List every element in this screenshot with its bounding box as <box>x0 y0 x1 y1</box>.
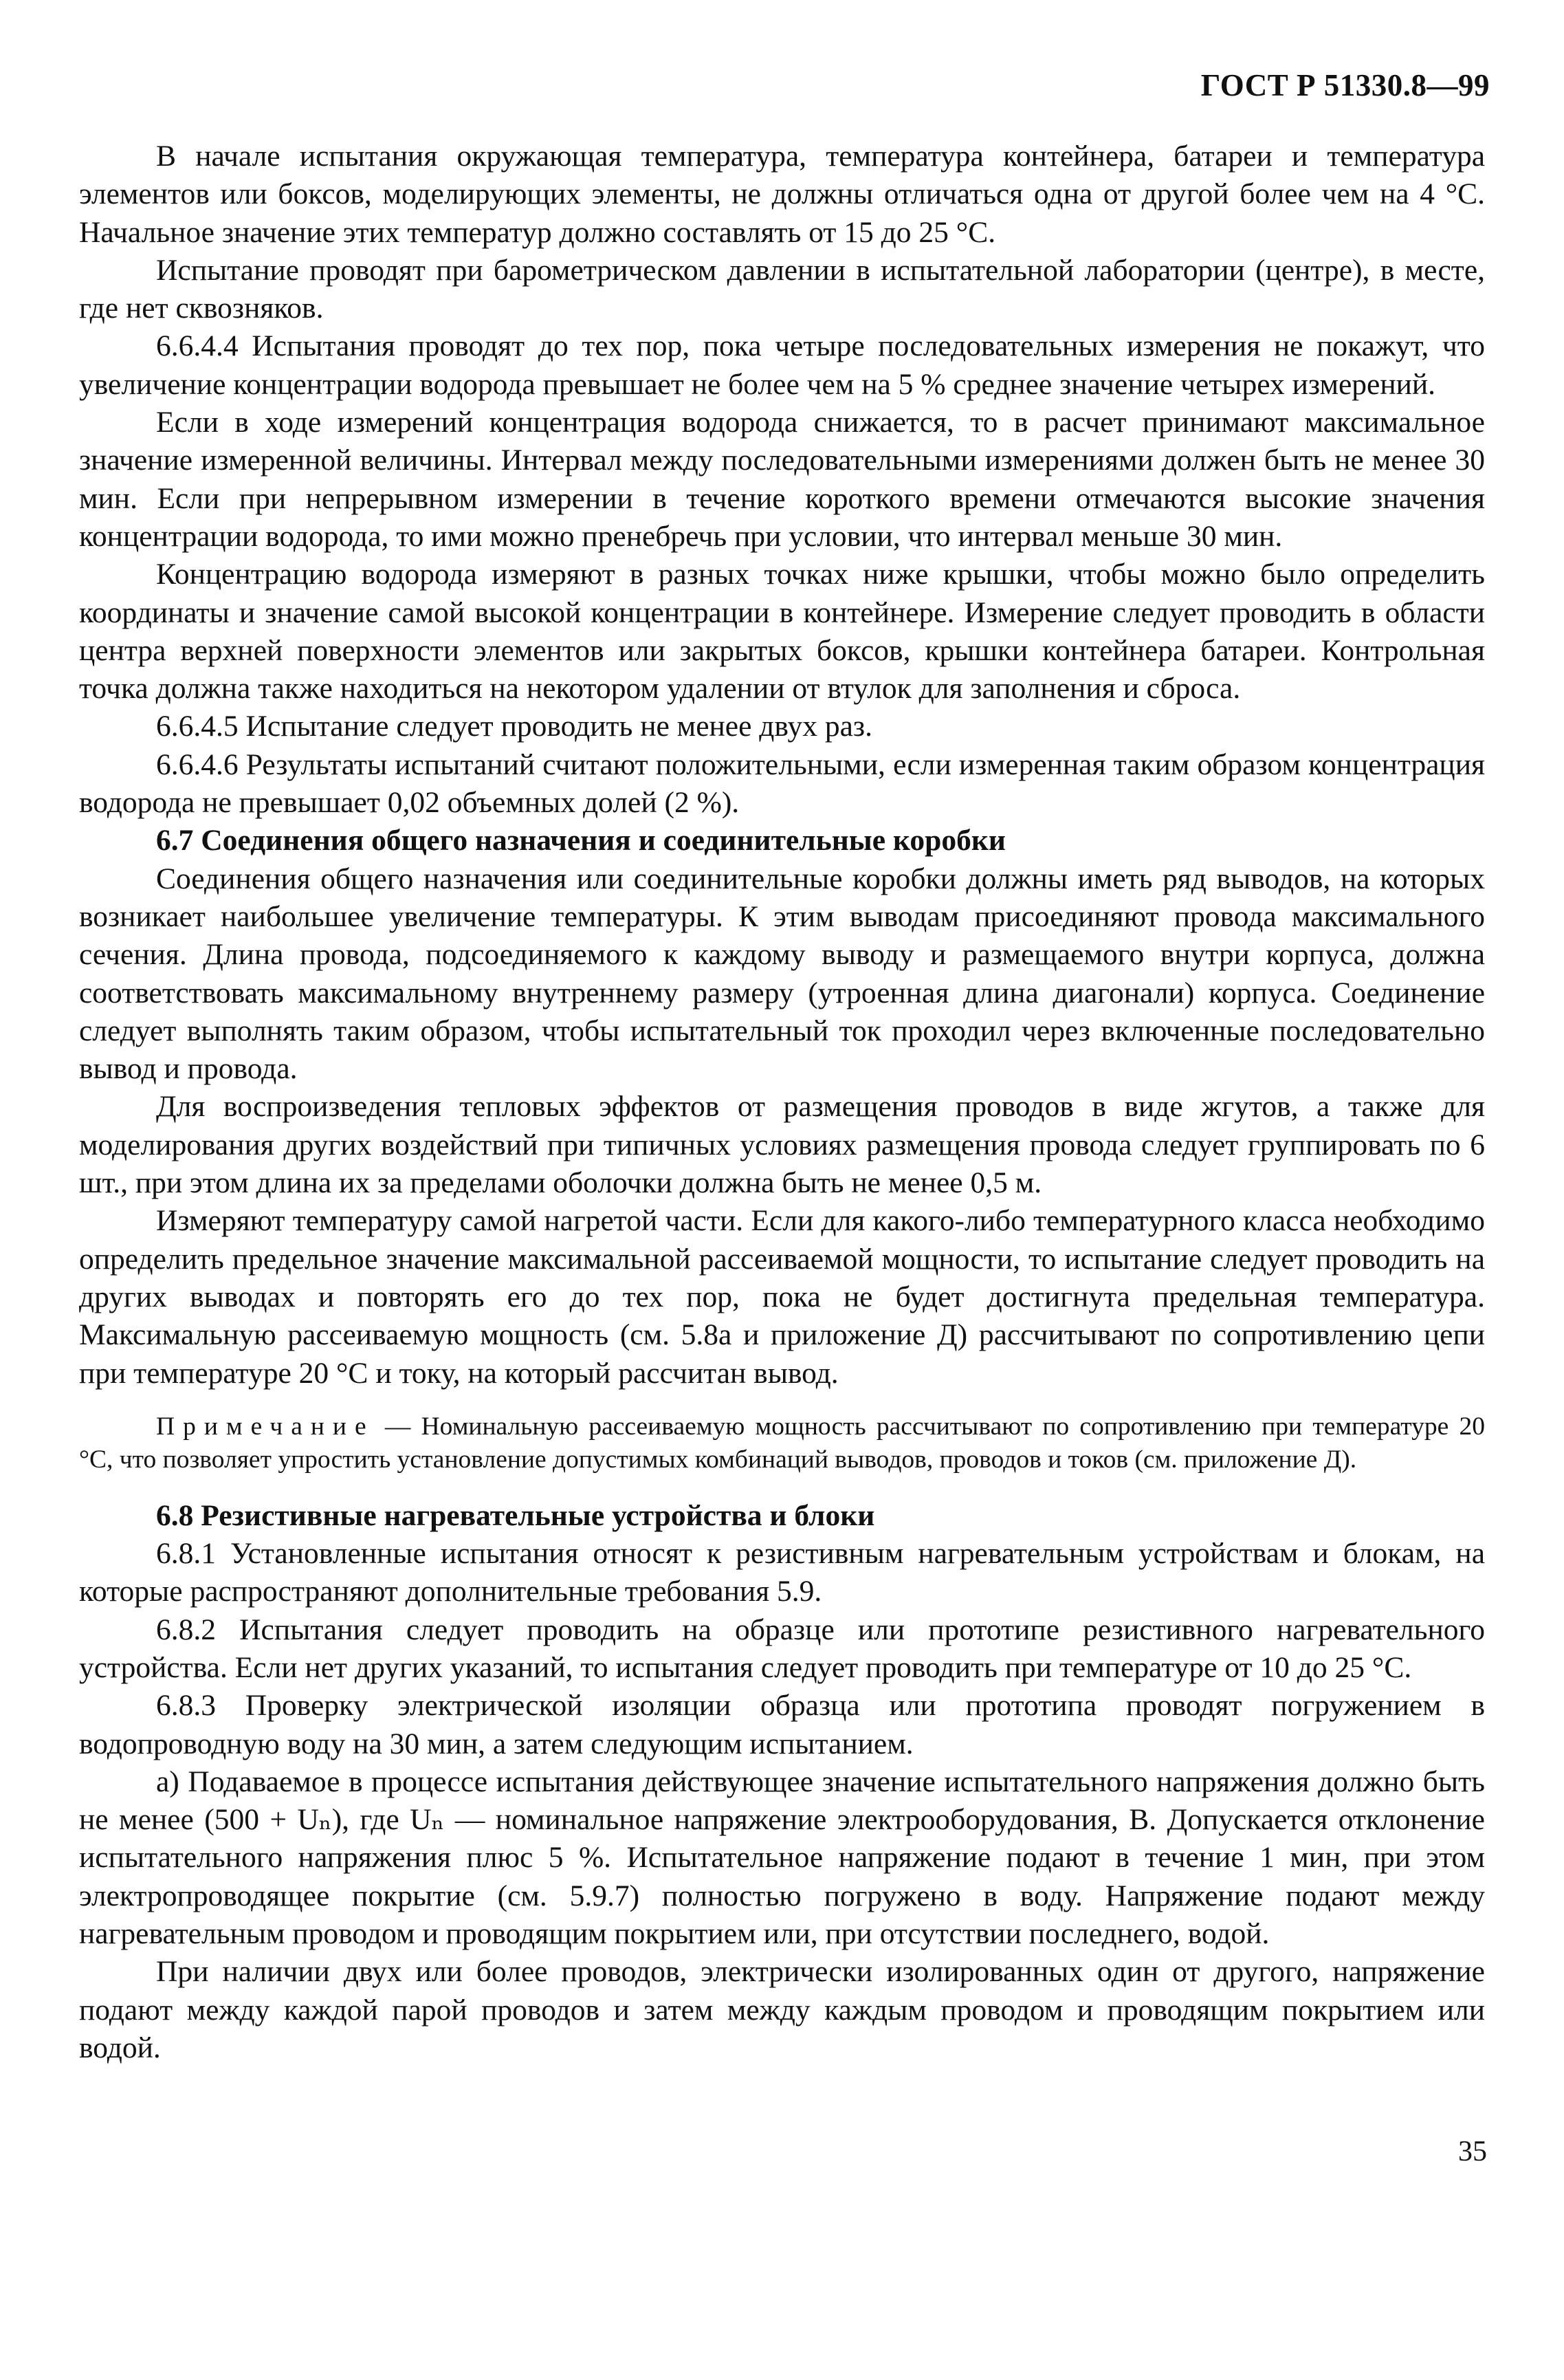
paragraph: 6.6.4.4 Испытания проводят до тех пор, пока четыре последовательных измерения не покажут, что увеличение концентрации водорода превышает не более чем на 5 % среднее значение четырех измерений. <box>79 329 1485 401</box>
paragraph: Соединения общего назначения или соединительные коробки должны иметь ряд выводов, на которых возникает наибольшее увеличение температуры. К этим выводам присоединяют провода максимального сечения. Длина провода, подсоединяемого к каждому выводу и размещаемого внутри корпуса, должна соответствовать максимальному внутреннему размеру (утроенная длина диагонали) корпуса. Соединение следует выполнять таким образом, чтобы испытательный ток проходил через включенные последовательно вывод и провода. <box>79 862 1485 1086</box>
paragraph: 6.8.1 Установленные испытания относят к резистивным нагревательным устройствам и блокам, на которые распространяют дополнительные требования 5.9. <box>79 1537 1485 1608</box>
paragraph: 6.6.4.6 Результаты испытаний считают положительными, если измеренная таким образом концентрация водорода не превышает 0,02 объемных долей (2 %). <box>79 747 1485 820</box>
paragraph: Испытание проводят при барометрическом давлении в испытательной лаборатории (центре), в месте, где нет сквозняков. <box>79 253 1485 325</box>
paragraph: Измеряют температуру самой нагретой части. Если для какого-либо температурного класса необходимо определить предельное значение максимальной рассеиваемой мощности, то испытание следует проводить на других выводах и повторять его до тех пор, пока не будет достигнута предельная температура. Максимальную рассеиваемую мощность (см. 5.8а и приложение Д) рассчитывают по сопротивлению цепи при температуре 20 °С и току, на который рассчитан вывод. <box>79 1204 1485 1390</box>
paragraph: 6.6.4.5 Испытание следует проводить не менее двух раз. <box>156 710 872 743</box>
paragraph: а) Подаваемое в процессе испытания действующее значение испытательного напряжения должно быть не менее (500 + Uₙ), где Uₙ — номинальное напряжение электрооборудования, В. Допускается отклонение испытательного напряжения плюс 5 %. Испытательное напряжение подают в течение 1 мин, при этом электропроводящее покрытие (см. 5.9.7) полностью погружено в воду. Напряжение подают между нагревательным проводом и проводящим покрытием или, при отсутствии последнего, водой. <box>79 1765 1485 1951</box>
note-label: Примечание <box>156 1412 375 1441</box>
paragraph: Концентрацию водорода измеряют в разных точках ниже крышки, чтобы можно было определить координаты и значение самой высокой концентрации в контейнере. Измерение следует проводить в области центра верхней поверхности элементов или закрытых боксов, крышки контейнера батареи. Контрольная точка должна также находиться на некотором удалении от втулок для заполнения и сброса. <box>79 558 1485 706</box>
page-number: 35 <box>1458 2136 1487 2168</box>
paragraph: В начале испытания окружающая температура, температура контейнера, батареи и температура элементов или боксов, моделирующих элементы, не должны отличаться одна от другой более чем на 4 °С. Начальное значение этих температур должно составлять от 15 до 25 °С. <box>79 140 1485 249</box>
note-text: — Номинальную рассеиваемую мощность рассчитывают по сопротивлению при температуре 20 °С, что позволяет упростить установление допустимых комбинаций выводов, проводов и токов (см. приложение Д). <box>79 1412 1485 1474</box>
document-body <box>79 138 1485 2067</box>
paragraph: 6.8.3 Проверку электрической изоляции образца или прототипа проводят погружением в водопроводную воду на 30 мин, а затем следующим испытанием. <box>79 1689 1485 1760</box>
section-heading: 6.8 Резистивные нагревательные устройства и блоки <box>156 1498 875 1532</box>
section-heading: 6.7 Соединения общего назначения и соединительные коробки <box>156 824 1006 858</box>
paragraph: При наличии двух или более проводов, электрически изолированных один от другого, напряжение подают между каждой парой проводов и затем между каждым проводом и проводящим покрытием или водой. <box>79 1955 1485 2064</box>
paragraph: 6.8.2 Испытания следует проводить на образце или прототипе резистивного нагревательного устройства. Если нет других указаний, то испытания следует проводить при температуре от 10 до 25 °С. <box>79 1613 1485 1684</box>
paragraph: Если в ходе измерений концентрация водорода снижается, то в расчет принимают максимальное значение измеренной величины. Интервал между последовательными измерениями должен быть не менее 30 мин. Если при непрерывном измерении в течение короткого времени отмечаются высокие значения концентрации водорода, то ими можно пренебречь при условии, что интервал меньше 30 мин. <box>79 406 1485 553</box>
standard-header: ГОСТ Р 51330.8—99 <box>1200 68 1490 102</box>
paragraph: Для воспроизведения тепловых эффектов от размещения проводов в виде жгутов, а также для моделирования других воздействий при типичных условиях размещения провода следует группировать по 6 шт., при этом длина их за пределами оболочки должна быть не менее 0,5 м. <box>79 1090 1485 1200</box>
note <box>79 1410 1485 1476</box>
